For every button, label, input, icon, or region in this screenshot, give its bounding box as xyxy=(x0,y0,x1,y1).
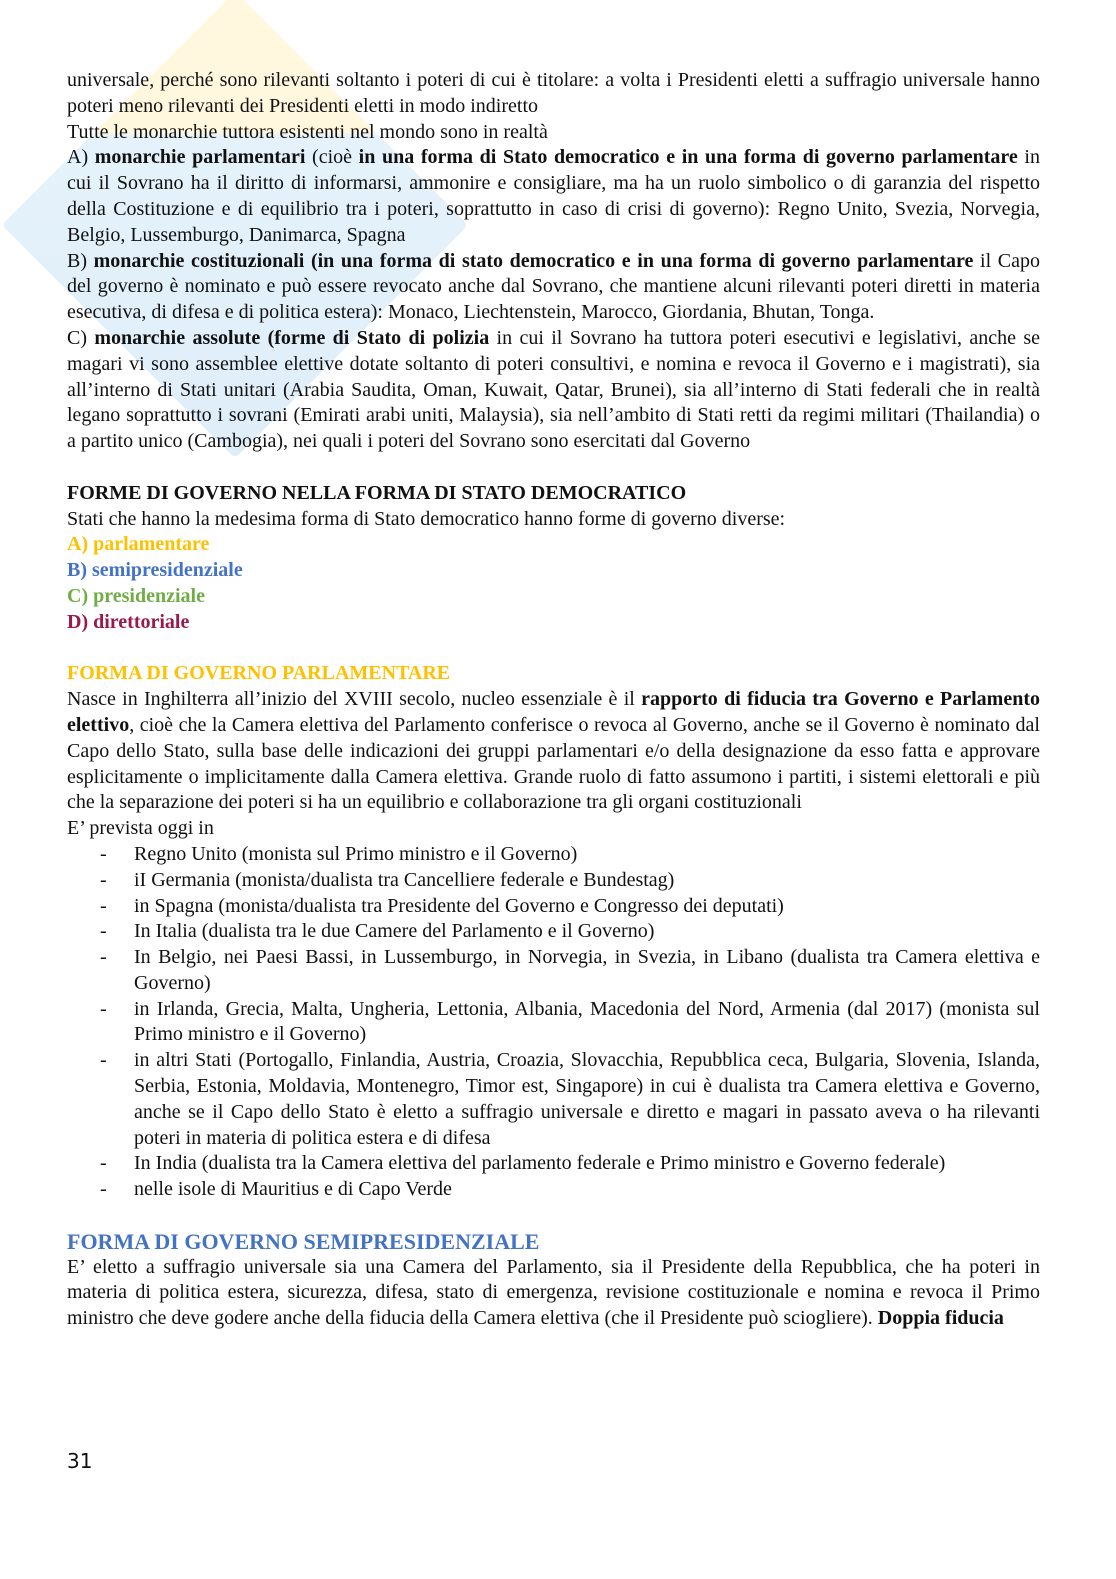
text: in cui il Sovrano ha tuttora poteri esecutivi e legislativi, anche se magari vi sono assemblee elettive dotate soltanto di poteri consultivi, e nomina e revoca il Governo e i magistrati), sia all’interno di Stati unitari (Arabia Saudita, Oman, Kuwait, Qatar, Brunei), sia all’interno di Stati federali che in realtà legano soprattutto i sovrani (Emirati arabi uniti, Malaysia), sia nell’ambito di Stati retti da regimi militari (Thailandia) o a partito unico (Cambogia), nei quali i poteri del Sovrano sono esercitati dal Governo xyxy=(67,326,1041,453)
paragraph-monarchie-assolute xyxy=(67,326,1040,455)
section-heading-parlamentare: FORMA DI GOVERNO PARLAMENTARE xyxy=(67,662,451,685)
document-page xyxy=(67,68,1040,1332)
list-item: - In Belgio, nei Paesi Bassi, in Lussemburgo, in Norvegia, in Svezia, in Libano (dualista tra Camera elettiva e Governo) xyxy=(67,945,1040,997)
paragraph: universale, perché sono rilevanti soltanto i poteri di cui è titolare: a volta i Presidenti eletti a suffragio universale hanno poteri meno rilevanti dei Presidenti eletti in modo indiretto xyxy=(67,69,1040,117)
text: B) xyxy=(67,249,94,272)
bold-text: monarchie parlamentari xyxy=(94,146,306,169)
bold-text: monarchie assolute xyxy=(94,326,261,349)
paragraph: E’ prevista oggi in xyxy=(67,817,214,840)
list-item-parlamentare: A) parlamentare xyxy=(67,533,210,556)
paragraph-monarchie-parlamentari xyxy=(67,145,1040,248)
bold-text: monarchie costituzionali (in una forma di stato democratico e in una forma di governo parlamentare xyxy=(93,249,974,272)
text: in cui il Sovrano ha il diritto di informarsi, ammonire e consigliare, ma ha un ruolo simbolico o di garanzia del rispetto della Costituzione e di equilibrio tra i poteri, soprattutto in caso di crisi di governo): Regno Unito, Svezia, Norvegia, Belgio, Lussemburgo, Danimarca, Spagna xyxy=(67,146,1040,246)
text: il Capo del governo è nominato e può essere revocato anche dal Sovrano, che mantiene alcuni rilevanti poteri diretti in materia esecutiva, di difesa e di politica estera): Monaco, Liechtenstein, Marocco, Giordania, Bhutan, Tonga. xyxy=(67,249,1040,324)
bold-text: in una forma di Stato democratico e in una forma di governo parlamentare xyxy=(358,146,1018,169)
bold-text: rapporto di fiducia tra Governo e Parlamento elettivo xyxy=(67,688,1040,736)
text: , cioè che la Camera elettiva del Parlamento conferisce o revoca al Governo, anche se il Governo è nominato dal Capo dello Stato, sulla base delle indicazioni dei gruppi parlamentari e/o della designazione da esso fatta e approvare esplicitamente o implicitamente dalla Camera elettiva. Grande ruolo di fatto assumono i partiti, i sistemi elettorali e più che la separazione dei poteri si ha un equilibrio e collaborazione tra gli organi costituzionali xyxy=(67,713,1040,814)
list-item: - in Spagna (monista/dualista tra Presidente del Governo e Congresso dei deputati) xyxy=(67,894,1040,920)
list-item: - in Irlanda, Grecia, Malta, Ungheria, Lettonia, Albania, Macedonia del Nord, Armenia (dal 2017) (monista sul Primo ministro e il Governo) xyxy=(67,997,1040,1049)
bold-text: Doppia fiducia xyxy=(877,1307,1004,1330)
list-item: - Regno Unito (monista sul Primo ministro e il Governo) xyxy=(67,842,1040,868)
list-item-semipresidenziale: B) semipresidenziale xyxy=(67,559,243,582)
bold-text: forme di Stato di polizia xyxy=(274,326,490,349)
text: C) xyxy=(67,326,95,349)
paragraph: Tutte le monarchie tuttora esistenti nel mondo sono in realtà xyxy=(67,120,548,143)
paragraph: Stati che hanno la medesima forma di Stato democratico hanno forme di governo diverse: xyxy=(67,507,786,530)
country-list xyxy=(67,842,1040,1203)
list-item-presidenziale: C) presidenziale xyxy=(67,584,205,607)
text: E’ eletto a suffragio universale sia una Camera del Parlamento, sia il Presidente della Repubblica, che ha poteri in materia di politica estera, sicurezza, difesa, stato di emergenza, revisione costituzionale e nomina e revoca il Primo ministro che deve godere anche della fiducia della Camera elettiva (che il Presidente può sciogliere). xyxy=(67,1255,1040,1330)
list-item: - nelle isole di Mauritius e di Capo Verde xyxy=(67,1177,1040,1203)
paragraph xyxy=(67,687,1040,816)
text: (cioè xyxy=(305,146,359,169)
text: A) xyxy=(67,146,95,169)
list-item: - In Italia (dualista tra le due Camere del Parlamento e il Governo) xyxy=(67,919,1040,945)
list-item: - iI Germania (monista/dualista tra Cancelliere federale e Bundestag) xyxy=(67,868,1040,894)
section-heading: FORME DI GOVERNO NELLA FORMA DI STATO DEMOCRATICO xyxy=(67,481,687,504)
bold-text: ( xyxy=(260,326,275,349)
list-item-direttoriale: D) direttoriale xyxy=(67,610,190,633)
paragraph xyxy=(67,1255,1040,1332)
section-heading-semipresidenziale: FORMA DI GOVERNO SEMIPRESIDENZIALE xyxy=(67,1228,540,1254)
paragraph-monarchie-costituzionali xyxy=(67,249,1040,326)
list-item: - In India (dualista tra la Camera elettiva del parlamento federale e Primo ministro e Governo federale) xyxy=(67,1151,1040,1177)
text: Nasce in Inghilterra all’inizio del XVIII secolo, nucleo essenziale è il xyxy=(67,688,642,711)
page-number: 31 xyxy=(67,1449,93,1473)
list-item: - in altri Stati (Portogallo, Finlandia, Austria, Croazia, Slovacchia, Repubblica ceca, Bulgaria, Slovenia, Islanda, Serbia, Estonia, Moldavia, Montenegro, Timor est, Singapore) in cui è dualista tra Camera elettiva e Governo, anche se il Capo dello Stato è eletto a suffragio universale e diretto e magari in passato aveva o ha rilevanti poteri in materia di politica estera e di difesa xyxy=(67,1048,1040,1151)
